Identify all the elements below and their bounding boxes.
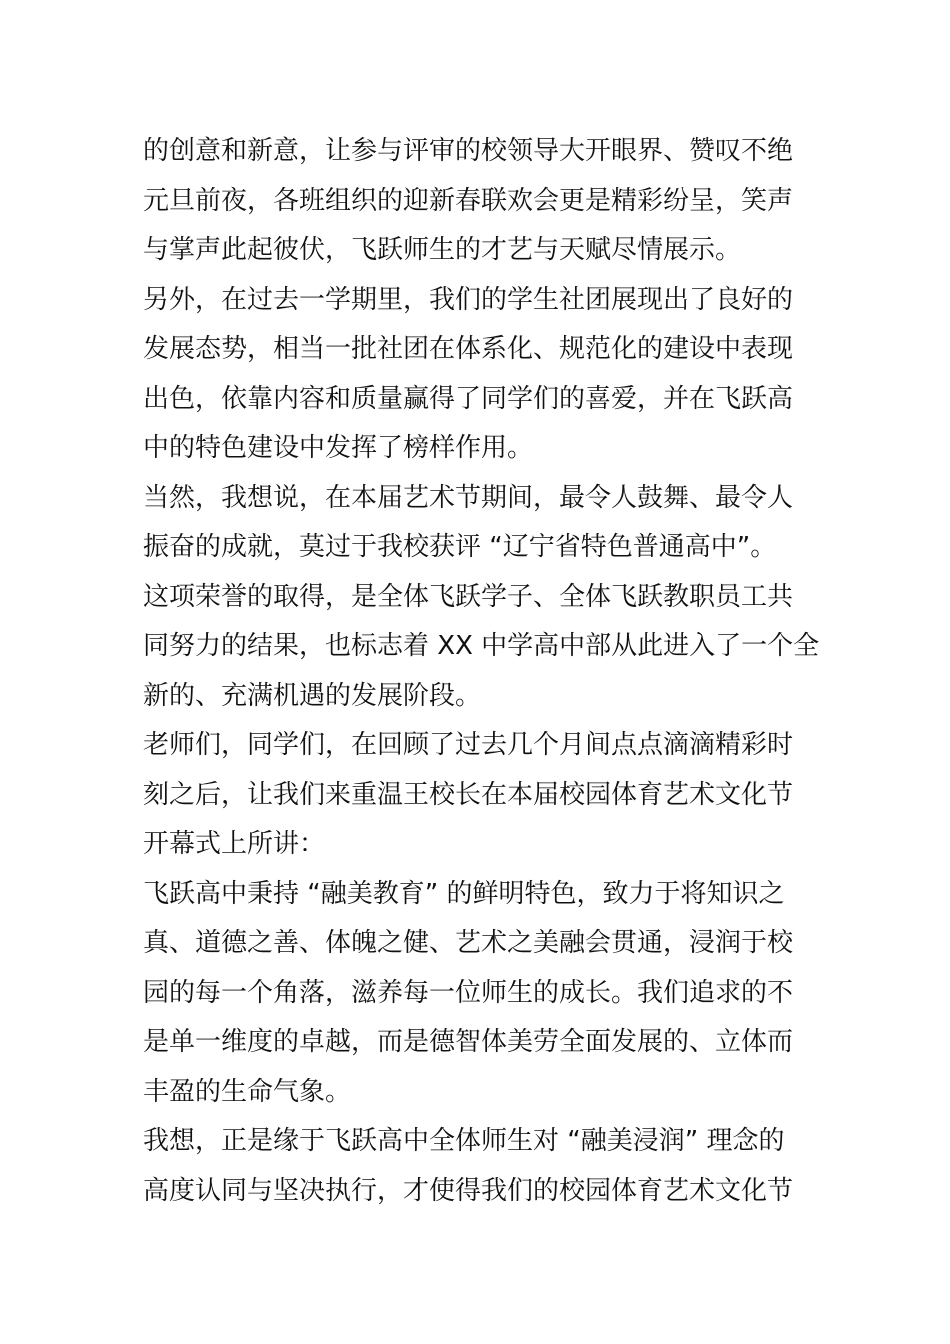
text-line: 新的、充满机遇的发展阶段。 [143, 680, 482, 711]
text-line: 我想，正是缘于飞跃高中全体师生对 “融美浸润” 理念的 [143, 1126, 785, 1156]
text-line: 这项荣誉的取得，是全体飞跃学子、全体飞跃教职员工共 [143, 581, 794, 612]
text-line: 园的每一个角落，滋养每一位师生的成长。我们追求的不 [143, 977, 794, 1008]
text-line: 刻之后，让我们来重温王校长在本届校园体育艺术文化节 [143, 779, 794, 810]
text-line: 丰盈的生命气象。 [143, 1076, 352, 1107]
text-line: 真、道德之善、体魄之健、艺术之美融会贯通，浸润于校 [143, 928, 794, 958]
text-line: 同努力的结果，也标志着 XX 中学高中部从此进入了一个全 [143, 631, 820, 661]
text-line: 飞跃高中秉持 “融美教育” 的鲜明特色，致力于将知识之 [143, 878, 785, 909]
text-line: 老师们，同学们，在回顾了过去几个月间点点滴滴精彩时 [143, 730, 794, 760]
text-line: 当然，我想说，在本届艺术节期间，最令人鼓舞、最令人 [143, 482, 794, 513]
text-line: 高度认同与坚决执行，才使得我们的校园体育艺术文化节 [143, 1175, 794, 1206]
text-line: 出色，依靠内容和质量赢得了同学们的喜爱，并在飞跃高 [143, 383, 794, 414]
text-line: 元旦前夜，各班组织的迎新春联欢会更是精彩纷呈，笑声 [143, 185, 794, 216]
text-line: 开幕式上所讲： [143, 829, 326, 859]
text-line: 的创意和新意，让参与评审的校领导大开眼界、赞叹不绝 [143, 136, 794, 166]
text-line: 另外，在过去一学期里，我们的学生社团展现出了良好的 [143, 284, 794, 315]
text-line: 中的特色建设中发挥了榜样作用。 [143, 433, 534, 463]
body-text [143, 127, 820, 1216]
text-line: 振奋的成就，莫过于我校获评 “辽宁省特色普通高中”。 [143, 532, 777, 562]
text-line: 是单一维度的卓越，而是德智体美劳全面发展的、立体而 [143, 1027, 794, 1057]
text-line: 与掌声此起彼伏，飞跃师生的才艺与天赋尽情展示。 [143, 235, 742, 265]
text-line: 发展态势，相当一批社团在体系化、规范化的建设中表现 [143, 334, 794, 364]
